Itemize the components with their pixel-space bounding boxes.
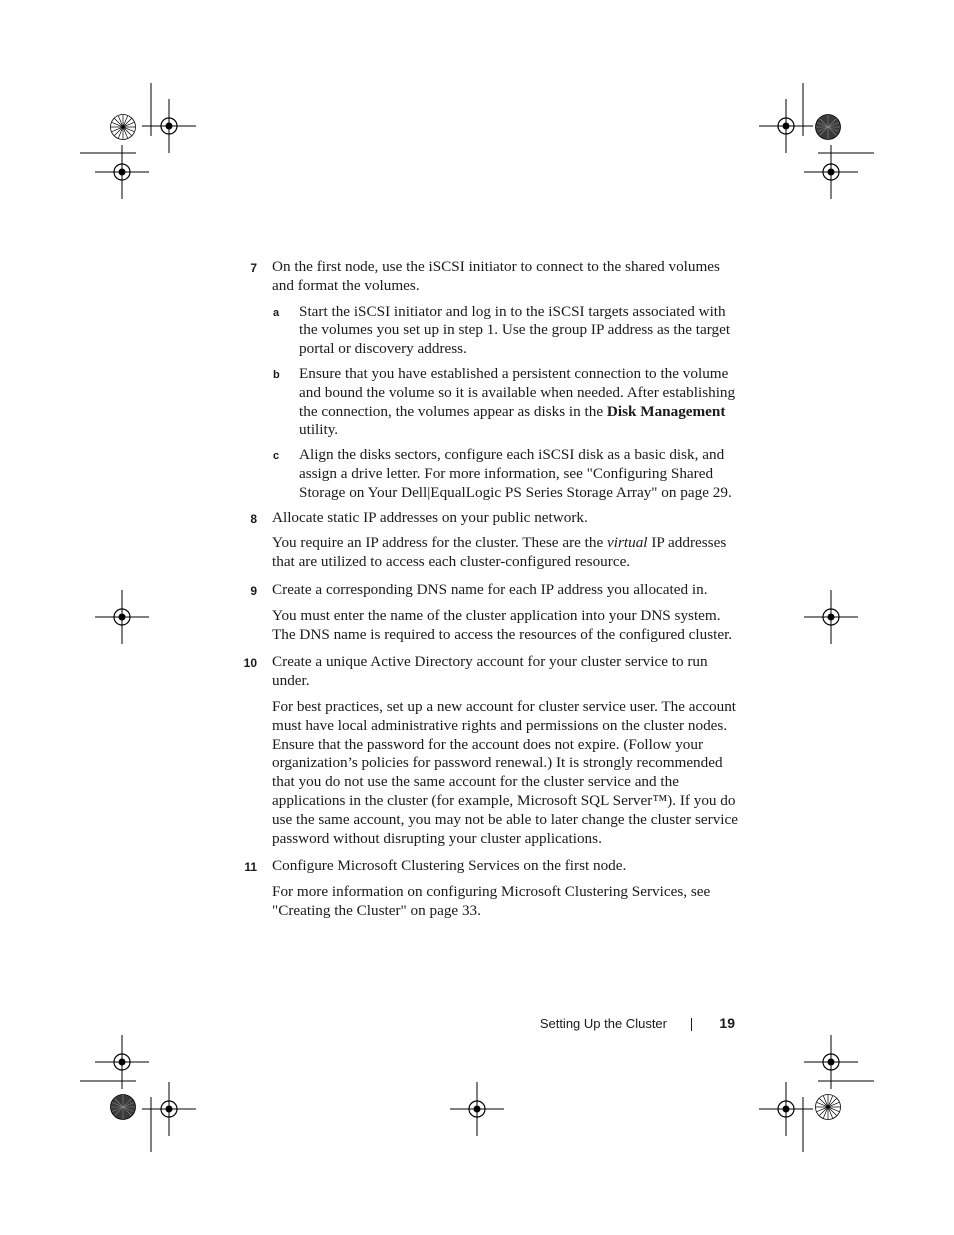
note-text <box>272 534 740 572</box>
step-text: Create a unique Active Directory account for your cluster service to run under. <box>272 653 708 690</box>
step-10 <box>240 653 740 691</box>
note-text-part: IP addresses that are utilized to access each cluster-configured resource. <box>272 534 727 571</box>
substep-7a <box>240 303 740 359</box>
note-emphasis: virtual <box>607 534 648 552</box>
substep-text-part: Ensure that you have established a persistent connection to the volume and bound the volume so it is available when needed. After establishing the connection, the volumes appear as disks in the <box>299 364 736 420</box>
page-footer <box>480 1014 735 1034</box>
step-text: Create a corresponding DNS name for each IP address you allocated in. <box>272 580 708 598</box>
step-9 <box>240 581 740 600</box>
step-number: 10 <box>243 656 257 671</box>
step-number: 9 <box>250 583 257 598</box>
step-number: 11 <box>244 860 257 875</box>
note-text: For more information on configuring Microsoft Clustering Services, see "Creating the Cluster" on page 33. <box>272 883 711 919</box>
step-11-note <box>240 883 740 921</box>
step-11 <box>240 857 740 876</box>
page-body <box>240 258 740 930</box>
substep-letter: c <box>273 450 280 463</box>
substep-7b <box>240 365 740 440</box>
step-text: Allocate static IP addresses on your public network. <box>272 508 588 526</box>
step-10-note <box>240 698 740 848</box>
substep-text-part: utility. <box>299 421 339 439</box>
substep-text: Start the iSCSI initiator and log in to the iSCSI targets associated with the volumes you set up in step 1. Use the group IP address as the target portal or discovery address. <box>299 302 731 358</box>
footer-separator <box>691 1018 692 1031</box>
note-text-part: You require an IP address for the cluster. These are the <box>272 534 608 552</box>
note-text: For best practices, set up a new account for cluster service user. The account must have local administrative rights and permissions on the cluster nodes. Ensure that the password for the account does not expire. (Follow your organization’s policies for password renewal.) It is strongly recommended that you do not use the same account for the cluster service and the applications in the cluster (for example, Microsoft SQL Server™). If you do use the same account, you may not be able to later change the cluster service password without disrupting your cluster applications. <box>272 697 738 847</box>
step-number: 7 <box>250 261 257 275</box>
footer-section-title: Setting Up the Cluster <box>539 1016 667 1031</box>
substep-text <box>299 365 740 440</box>
step-8 <box>240 509 740 528</box>
substep-7c <box>240 446 740 502</box>
step-9-note <box>240 607 740 645</box>
substep-text: Align the disks sectors, configure each iSCSI disk as a basic disk, and assign a drive letter. For more information, see "Configuring Shared Storage on Your Dell|EqualLogic PS Series Storage Array" on page 29. <box>299 446 732 501</box>
step-text: Configure Microsoft Clustering Services on the first node. <box>272 857 627 875</box>
page-number: 19 <box>719 1015 735 1031</box>
step-number: 8 <box>250 511 257 526</box>
note-text: You must enter the name of the cluster application into your DNS system. The DNS name is required to access the resources of the configured cluster. <box>272 606 733 643</box>
step-8-note <box>240 534 740 572</box>
substep-letter: b <box>273 368 280 381</box>
step-text: On the first node, use the iSCSI initiator to connect to the shared volumes and format the volumes. <box>272 258 720 294</box>
ui-term-disk-management: Disk Management <box>606 402 726 420</box>
step-7 <box>240 258 740 296</box>
substep-letter: a <box>273 306 280 319</box>
